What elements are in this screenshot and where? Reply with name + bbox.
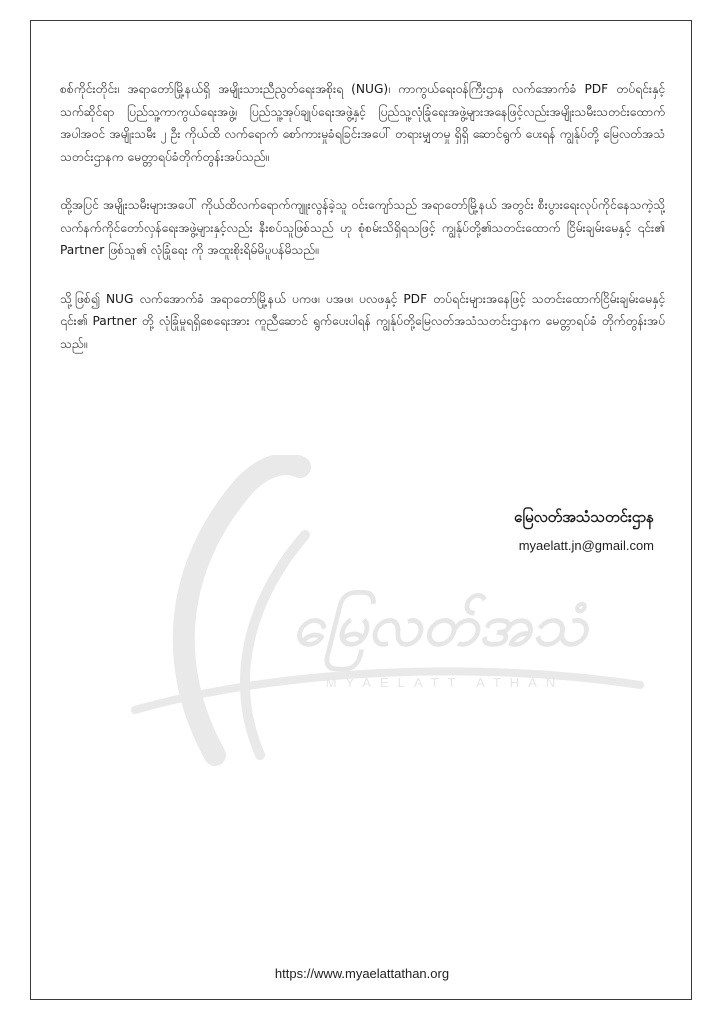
paragraph-2: ထို့အပြင် အမျိုးသမီးများအပေါ် ကိုယ်ထိလက်ရောက်ကျူးလွန်ခဲ့သူ ဝင်းကျော်သည် အရာတော်မြို့နယ် အတွင်း စီးပွားရေးလုပ်ကိုင်နေသကဲ့သို့ လက်နက်ကိုင်တော်လှန်ရေးအဖွဲ့များနှင့်လည်း နီးစပ်သူဖြစ်သည် ဟု စုံစမ်းသိရှိရသဖြင့် ကျွန်ုပ်တို့၏သတင်းထောက် ငြိမ်းချမ်းမေနှင့် ၎င်း၏ Partner ဖြစ်သူ၏ လုံခြုံရေး ကို အထူးစိုးရိမ်မိပူပန်မိသည်။ — [60, 198, 665, 257]
signature-block — [514, 508, 654, 553]
watermark-logo — [95, 455, 655, 785]
watermark-script: မြေလတ်အသံ — [292, 591, 588, 659]
watermark-pen-stroke — [184, 464, 300, 755]
signature-email: myaelatt.jn@gmail.com — [518, 538, 654, 553]
paragraph-3: သို့ဖြစ်၍ NUG လက်အောက်ခံ အရာတော်မြို့နယ် ပကဖ၊ ပအဖ၊ ပလဖနှင့် PDF တပ်ရင်းများအနေဖြင့် သတင်းထောက်ငြိမ်းချမ်းမေနှင့် ၎င်း၏ Partner တို့ လုံခြုံမှုရရှိစေရေးအား ကူညီဆောင် ရွက်ပေးပါရန် ကျွန်ုပ်တို့မြေလတ်အသံသတင်းဌာနက မေတ္တာရပ်ခံ တိုက်တွန်းအပ်သည်။ — [60, 291, 665, 351]
signature-name: မြေလတ်အသံသတင်းဌာန — [514, 508, 654, 526]
letter-body — [60, 78, 665, 381]
watermark-latin: MYAELATT ATHAN — [325, 675, 565, 690]
footer-url: https://www.myaelattathan.org — [274, 966, 450, 981]
paragraph-1: စစ်ကိုင်းတိုင်း၊ အရာတော်မြို့နယ်ရှိ အမျိုးသားညီညွတ်ရေးအစိုးရ (NUG)၊ ကာကွယ်ရေးဝန်ကြီးဌာန လက်အောက်ခံ PDF တပ်ရင်းနှင့် သက်ဆိုင်ရာ ပြည်သူ့ကာကွယ်ရေးအဖွဲ့၊ ပြည်သူ့အုပ်ချုပ်ရေးအဖွဲ့နှင့် ပြည်သူ့လုံခြုံရေးအဖွဲ့များအနေဖြင့်လည်းအမျိုးသမီးသတင်းထောက်အပါအဝင် အမျိုးသမီး ၂ ဦး ကိုယ်ထိ လက်ရောက် စော်ကားမှုခံရခြင်းအပေါ် တရားမျှတမှု ရှိရှိ ဆောင်ရွက် ပေးရန် ကျွန်ုပ်တို့ မြေလတ်အသံသတင်းဌာနက မေတ္တာရပ်ခံတိုက်တွန်းအပ်သည်။ — [60, 82, 665, 164]
